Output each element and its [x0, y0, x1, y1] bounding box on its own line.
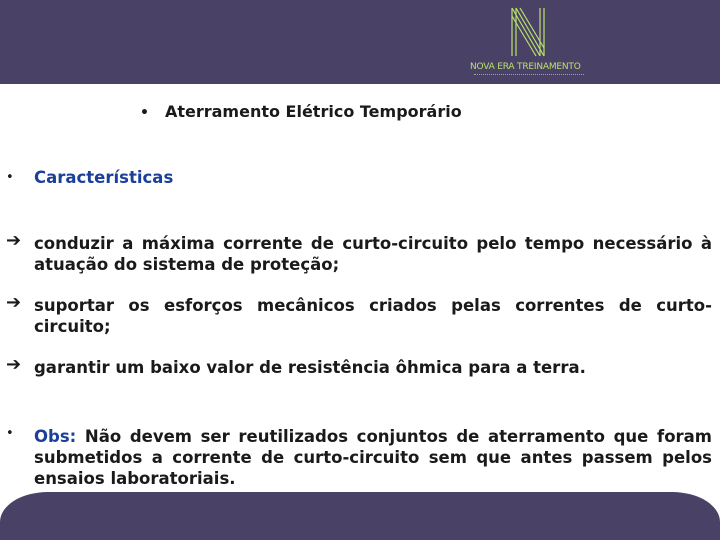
arrow-right-icon: ➔: [6, 292, 22, 313]
logo-n-icon: [508, 4, 548, 58]
logo-text: NOVA ERA TREINAMENTO: [470, 62, 581, 72]
slide-title: [140, 102, 462, 121]
bullet-dot-icon: •: [6, 170, 14, 185]
obs-label: Obs:: [34, 427, 77, 446]
bullet-dot-icon: •: [140, 105, 149, 121]
company-logo: [470, 4, 588, 80]
section-heading: Características: [34, 168, 174, 187]
bullet-dot-icon: •: [6, 426, 14, 441]
list-item: suportar os esforços mecânicos criados pelas correntes de curto-circuito;: [34, 296, 712, 336]
footer-band: [0, 492, 720, 540]
arrow-right-icon: ➔: [6, 354, 22, 375]
slide-title-text: Aterramento Elétrico Temporário: [164, 102, 462, 121]
logo-divider: [474, 74, 584, 77]
arrow-right-icon: ➔: [6, 230, 22, 251]
list-item: conduzir a máxima corrente de curto-circuito pelo tempo necessário à atuação do sistema de proteção;: [34, 234, 712, 274]
list-item: garantir um baixo valor de resistência ôhmica para a terra.: [34, 358, 586, 377]
obs-text: Não devem ser reutilizados conjuntos de aterramento que foram submetidos a corrente de curto-circuito sem que antes passem pelos ensaios laboratoriais.: [34, 427, 712, 488]
header-band: [0, 0, 720, 84]
obs-paragraph: [34, 426, 712, 489]
